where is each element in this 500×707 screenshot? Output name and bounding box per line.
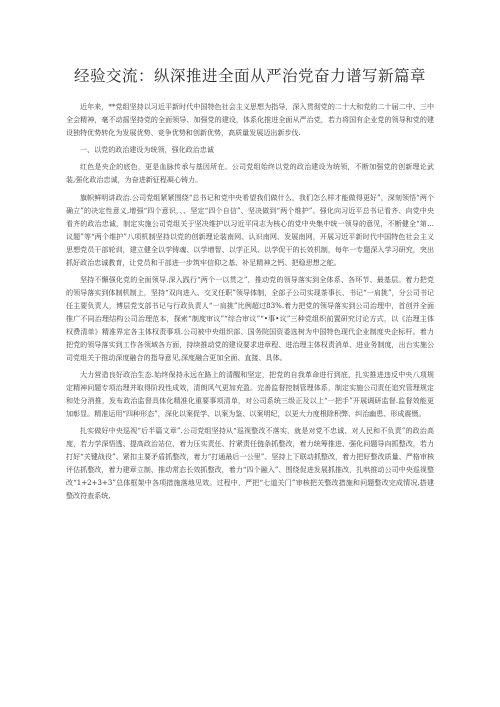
paragraph: 旗帜鲜明讲政治.公司党组紧紧围绕“总书记和党中央希望我们做什么，我们怎么样才能做得更好”，深刻领悟“两个确立”的决定性意义,增强“四个意识，、、坚定“四个自信”、坚决做到“两个维护”。强化向习近平总书记看齐、向党中央看齐的政治忠诚，制定实施公司党组关于坚决维护以习近平同志为核心的党中央集中统一领导的意见，不断健全“第…议题”等“两个维护”八项机制坚持以党的创新理论装南网、认识南网、发展南网，开展习近平新时代中国特色社会主义思想党员干部轮训，建立健全以学铸魂、以学增智、以学正风、以学促干的长效机制，每年一专题深入学习研究，突出抓好政治忠诚教育，让党员和干部进一步筑牢信仰之基、补足精神之钙、把稳思想之舵。 — [66, 192, 434, 267]
document-body — [66, 100, 434, 506]
paragraph: 坚持不懈强化党的全面领导.深入践行“两个一以贯之”，推动党的领导落实到全体系、各环节、最基层。着力把党的领导落实到体制机制上，坚持“双向进入、交叉任职”领导体制，全部子公司实现茶事长、书记“一肩挑”，分公司书记任主要负责人，博层党支部书记与行政负责人“一肩挑”比例超过83%.着力把党的领导落实到公司治理中，首创并全面推广不同治理结构公司治理范本，探索“制度审议”“综合审议”“•事•议”三种党组织前置研究讨论方式，以《治理主体权费清单》精准界定各主体权责事项.公司被中央组织部、国务院国资委选树为中国特色现代企业制度央企标杆。着力把党的领导落实到工作各领域各方面，持续推动党的建设要求进章程、进治理主体权责消单、进业务制度，出台实施公司党组关于推动深度融合的指导意见,深度融合更加全面、直接、具体。 — [66, 274, 434, 362]
paragraph: 大力营造良好政治生态.始终保持永远在路上的清醒和坚定，把党的自我革命进行到底，扎实推进违反中央八项规定精神问题专项治理并取得阶段性成效，清朗风气更加充盈。完善监督控制管理体系，制定实施公司责任追究管理规定和处分消推，发布政治监督具体化精准化重要事项清单，对公司系统三级正及以上“一把手”开展调研监督.监督效能更加彰显。精准运用“四种形态”，深化以案促学、以案为鉴、以案明纪，以更大力度根除积弊、纠治幽患、形成震慑。 — [66, 369, 434, 418]
paragraph: 扎实做好中央巡视“后半篇文章”.公司党组坚持从“巡视整改不落实，就是对党不忠诚、对人民和不负责”的政治高度，若力学深悟透、提高政治站位，着力压实责任、拧紧责任链条抓整改，着力统筹推进、强化问题导向抓整改，若力打好“关键战役”、紧扣主要矛盾抓整改，着力“打通最后一公里”、坚持上下联动抓整改，着力把好整改质量、严格审核评估抓整改，着力建章立制、推动常态长效抓整改，着力“四个融入”、围绕促进发展抓推改，扎哄推动公司中央巡视整改“1+2+3+3”总体框架中各项措施落地见效。过程中，严把“七道关门”审核把关整改措施和问题整改完成情况,搭建整改符查系统, — [66, 426, 434, 501]
paragraph-intro: 近年来，**党组坚持以习近平新时代中国特色社会主义思想为指导，深入贯彻党的二十大和党的二十届二中、三中全会精神，毫不动摇坚持党的全面领导、加强党的建设，体系化推进全面从严治党，若力将国有企业党的领导和党的建设独特优势转化为发展优势、竞争优势和创新优势，高质量发展迈出新步伐. — [66, 102, 434, 137]
section-heading: 一、以党的政治建设为统领，强化政治忠诚 — [80, 145, 214, 155]
document-title: 经验交流：纵深推进全面从严治党奋力谱写新篇章 — [73, 67, 426, 85]
paragraph: 红色是央企的底色，更是血脉传承与基因所在。公司党组始终以党的政治建设为统领，不断加强党的创新理论武装,强化政治忠诚，为奋进新征程凝心铸力。 — [66, 162, 434, 185]
